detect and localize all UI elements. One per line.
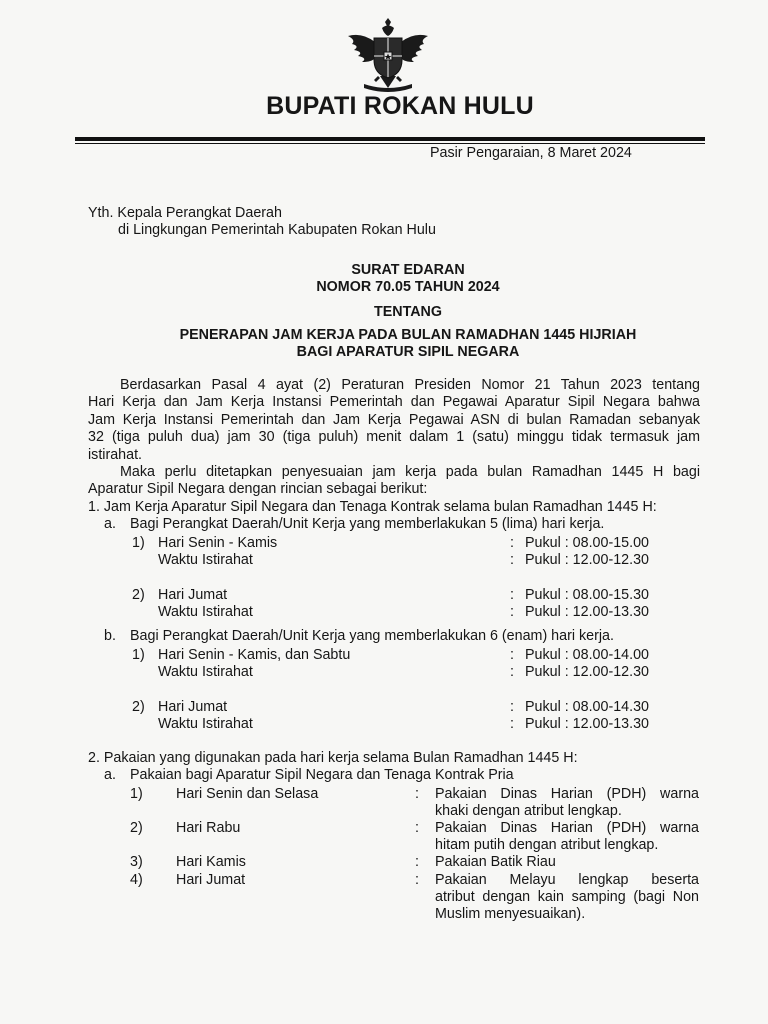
circular-number: NOMOR 70.05 TAHUN 2024 (316, 279, 500, 295)
item-number: 3) (130, 854, 143, 870)
section1b-label: Bagi Perangkat Daerah/Unit Kerja yang memberlakukan 6 (enam) hari kerja. (130, 628, 614, 644)
rest-label: Waktu Istirahat (158, 552, 253, 568)
attire-description: Pakaian Melayu lengkap beserta (435, 872, 699, 888)
colon: : (510, 716, 514, 732)
colon: : (510, 535, 514, 551)
colon: : (510, 647, 514, 663)
place-date: Pasir Pengaraian, 8 Maret 2024 (430, 145, 632, 161)
paragraph-legal-basis (88, 377, 700, 464)
attire-day: Hari Senin dan Selasa (176, 786, 319, 802)
paragraph-line: Aparatur Sipil Negara dengan rincian sebagai berikut: (88, 481, 428, 498)
colon: : (510, 604, 514, 620)
paragraph-line: 32 (tiga puluh dua) jam 30 (tiga puluh) menit dalam 1 (satu) minggu tidak termasuk jam (88, 429, 700, 446)
section1a-marker: a. (104, 516, 116, 532)
colon: : (510, 699, 514, 715)
circular-about: TENTANG (373, 304, 443, 320)
paragraph-adjustment (88, 464, 700, 499)
attire-description: Pakaian Dinas Harian (PDH) warna (435, 820, 699, 836)
rest-hours: Pukul : 12.00-13.30 (525, 604, 649, 620)
rest-label: Waktu Istirahat (158, 716, 253, 732)
work-hours: Pukul : 08.00-15.00 (525, 535, 649, 551)
section1-title: 1. Jam Kerja Aparatur Sipil Negara dan Tenaga Kontrak selama bulan Ramadhan 1445 H: (88, 499, 657, 515)
circular-subject-line1: PENERAPAN JAM KERJA PADA BULAN RAMADHAN 1445 HIJRIAH (179, 327, 637, 343)
attire-description-cont: khaki dengan atribut lengkap. (435, 803, 622, 819)
item-number: 1) (130, 786, 143, 802)
addressee-line1: Yth. Kepala Perangkat Daerah (88, 205, 282, 221)
header-divider-thin (75, 143, 705, 144)
attire-day: Hari Jumat (176, 872, 246, 888)
work-hours: Pukul : 08.00-14.00 (525, 647, 649, 663)
item-number: 2) (132, 699, 145, 715)
section1a-label: Bagi Perangkat Daerah/Unit Kerja yang memberlakukan 5 (lima) hari kerja. (130, 516, 605, 532)
addressee-line2: di Lingkungan Pemerintah Kabupaten Rokan Hulu (118, 222, 436, 238)
item-number: 2) (132, 587, 145, 603)
attire-description: Pakaian Batik Riau (435, 854, 556, 870)
paragraph-line: Jam Kerja Instansi Pemerintah dan Jam Kerja Pegawai ASN di bulan Ramadan sebanyak (88, 411, 700, 428)
section2-title: 2. Pakaian yang digunakan pada hari kerja selama Bulan Ramadhan 1445 H: (88, 750, 578, 766)
rest-label: Waktu Istirahat (158, 604, 253, 620)
section1b-marker: b. (104, 628, 116, 644)
colon: : (510, 552, 514, 568)
item-number: 1) (132, 535, 145, 551)
attire-description-cont: atribut dengan kain samping (bagi Non (435, 889, 699, 905)
circular-type: SURAT EDARAN (351, 262, 465, 278)
section2a-marker: a. (104, 767, 116, 783)
colon: : (415, 820, 419, 836)
attire-day: Hari Rabu (176, 820, 241, 836)
schedule-day: Hari Jumat (158, 699, 228, 715)
garuda-emblem-icon (342, 18, 434, 96)
rest-hours: Pukul : 12.00-13.30 (525, 716, 649, 732)
work-hours: Pukul : 08.00-15.30 (525, 587, 649, 603)
work-hours: Pukul : 08.00-14.30 (525, 699, 649, 715)
paragraph-line: Berdasarkan Pasal 4 ayat (2) Peraturan Presiden Nomor 21 Tahun 2023 tentang (120, 377, 700, 393)
colon: : (415, 872, 419, 888)
colon: : (510, 587, 514, 603)
paragraph-line: istirahat. (88, 446, 143, 463)
header-divider-thick (75, 137, 705, 141)
paragraph-line: Hari Kerja dan Jam Kerja Instansi Pemerintah dan Pegawai Aparatur Sipil Negara bahwa (88, 394, 700, 411)
office-title: BUPATI ROKAN HULU (266, 92, 534, 120)
rest-hours: Pukul : 12.00-12.30 (525, 664, 649, 680)
rest-label: Waktu Istirahat (158, 664, 253, 680)
colon: : (415, 786, 419, 802)
item-number: 2) (130, 820, 143, 836)
circular-subject-line2: BAGI APARATUR SIPIL NEGARA (296, 344, 520, 360)
attire-description-cont: Muslim menyesuaikan). (435, 906, 586, 922)
item-number: 4) (130, 872, 143, 888)
item-number: 1) (132, 647, 145, 663)
attire-description-cont: hitam putih dengan atribut lengkap. (435, 837, 659, 853)
colon: : (510, 664, 514, 680)
schedule-day: Hari Senin - Kamis (158, 535, 278, 551)
section2a-label: Pakaian bagi Aparatur Sipil Negara dan Tenaga Kontrak Pria (130, 767, 514, 783)
attire-day: Hari Kamis (176, 854, 246, 870)
colon: : (415, 854, 419, 870)
rest-hours: Pukul : 12.00-12.30 (525, 552, 649, 568)
schedule-day: Hari Senin - Kamis, dan Sabtu (158, 647, 351, 663)
schedule-day: Hari Jumat (158, 587, 228, 603)
paragraph-line: Maka perlu ditetapkan penyesuaian jam kerja pada bulan Ramadhan 1445 H bagi (120, 464, 700, 480)
attire-description: Pakaian Dinas Harian (PDH) warna (435, 786, 699, 802)
